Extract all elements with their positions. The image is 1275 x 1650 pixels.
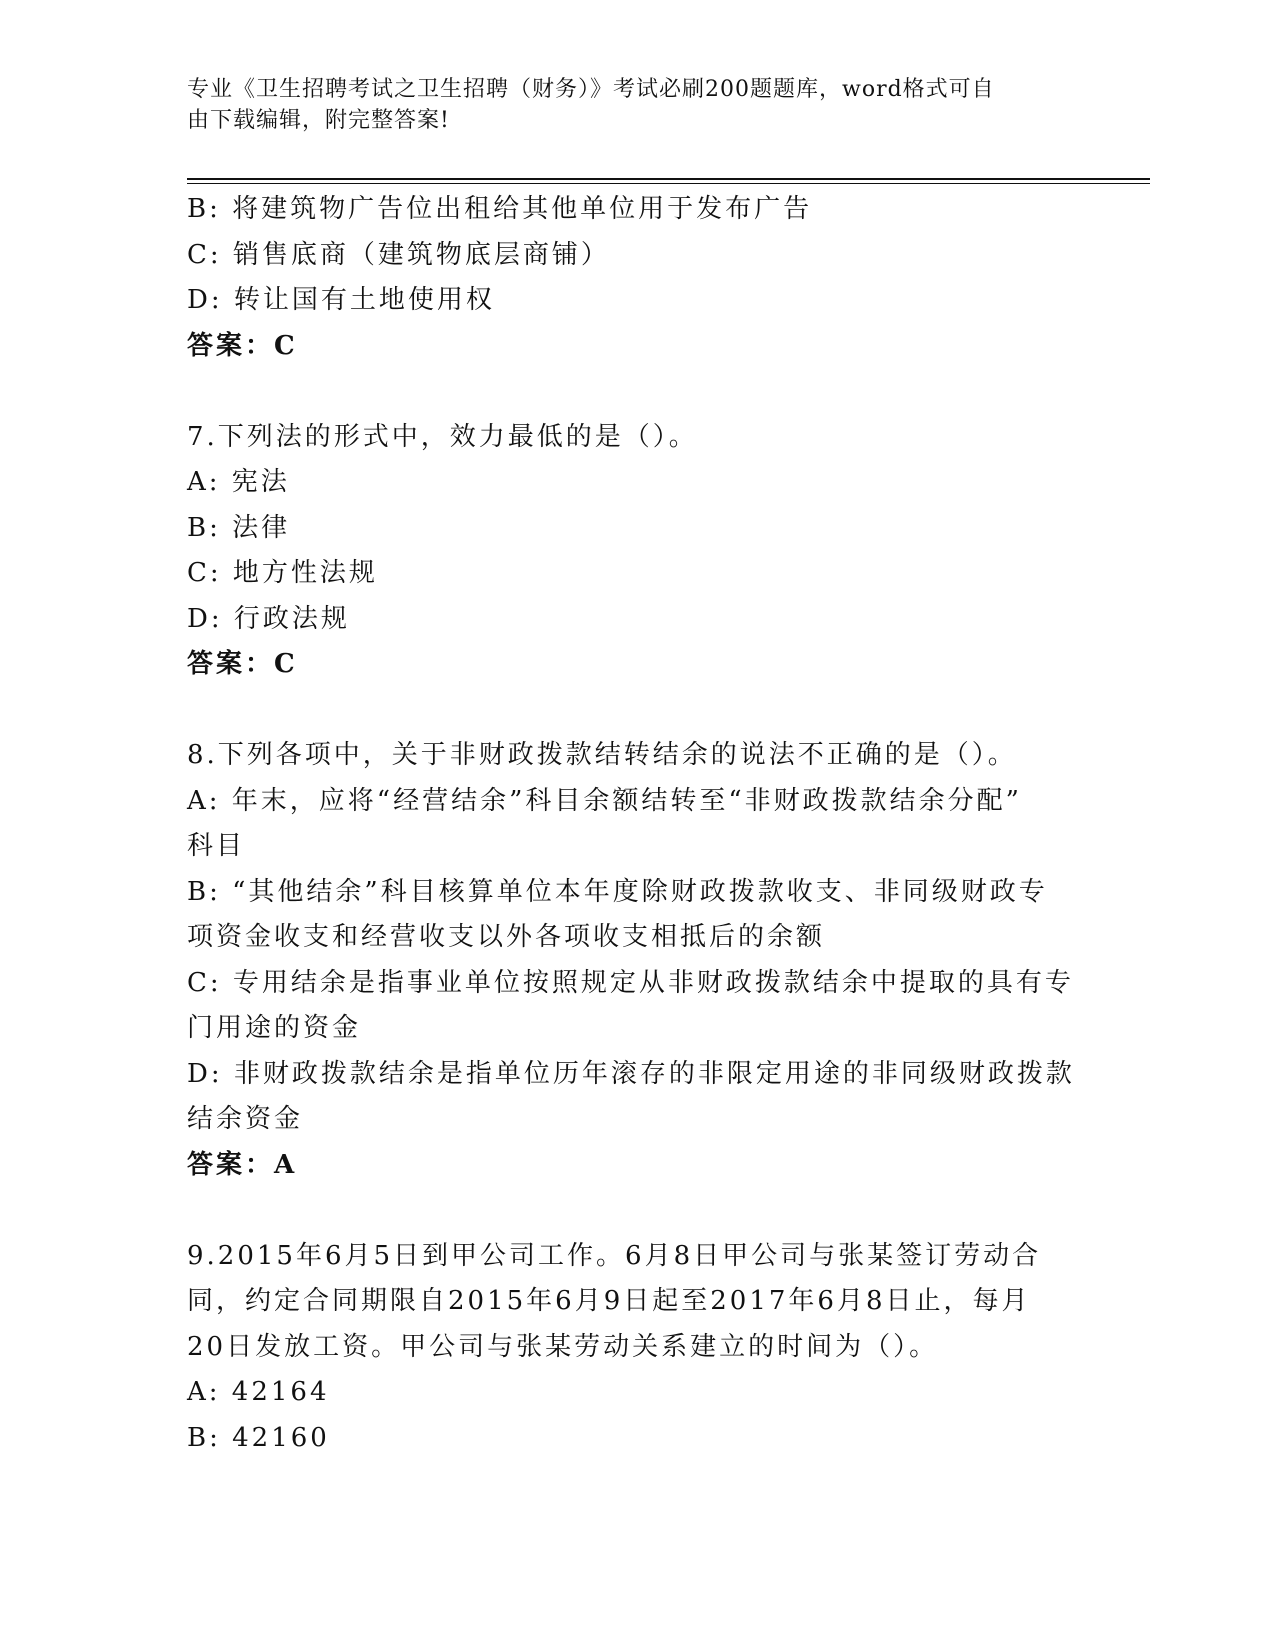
q6-answer: 答案：C — [187, 330, 298, 361]
q6-option-c: C: 销售底商（建筑物底层商铺） — [187, 239, 610, 270]
header-divider-thick — [187, 178, 1150, 180]
q9-question-line-1: 9.2015年6月5日到甲公司工作。6月8日甲公司与张某签订劳动合 — [187, 1240, 1042, 1271]
spacer — [187, 1188, 1067, 1234]
q7-option-b: B: 法律 — [187, 512, 291, 543]
question-content — [187, 187, 1075, 1461]
q9-option-a: A: 42164 — [187, 1377, 330, 1407]
q7-answer: 答案：C — [187, 649, 298, 679]
q8-question: 8.下列各项中，关于非财政拨款结转结余的说法不正确的是（）。 — [187, 740, 1017, 770]
q8-option-a-line-2: 科目 — [187, 831, 246, 861]
spacer — [187, 369, 1067, 415]
page-header — [187, 74, 1067, 136]
q6-option-b: B: 将建筑物广告位出租给其他单位用于发布广告 — [187, 194, 813, 224]
q7-option-d: D: 行政法规 — [187, 603, 350, 634]
q8-option-b-line-2: 项资金收支和经营收支以外各项收支相抵后的余额 — [187, 922, 826, 952]
q8-option-b-line-1: B: “其他结余”科目核算单位本年度除财政拨款收支、非同级财政专 — [187, 876, 1048, 907]
q8-option-c-line-2: 门用途的资金 — [187, 1013, 362, 1043]
q9-option-b: B: 42160 — [187, 1422, 330, 1453]
question-6-continued — [187, 187, 1067, 369]
q8-option-d-line-1: D: 非财政拨款结余是指单位历年滚存的非限定用途的非同级财政拨款 — [187, 1058, 1075, 1089]
question-9 — [187, 1234, 1067, 1462]
q9-question-line-2: 同，约定合同期限自2015年6月9日起至2017年6月8日止，每月 — [187, 1286, 1031, 1316]
q6-option-d: D: 转让国有土地使用权 — [187, 285, 495, 315]
q8-option-d-line-2: 结余资金 — [187, 1104, 304, 1134]
question-8 — [187, 733, 1075, 1188]
header-line-1: 专业《卫生招聘考试之卫生招聘（财务）》考试必刷200题题库，word格式可自 — [187, 77, 995, 102]
spacer — [187, 688, 1067, 734]
q9-question-line-3: 20日发放工资。甲公司与张某劳动关系建立的时间为（）。 — [187, 1331, 939, 1362]
header-divider-thin — [187, 183, 1150, 184]
q7-question: 7.下列法的形式中，效力最低的是（）。 — [187, 421, 698, 452]
header-line-2: 由下载编辑，附完整答案! — [187, 108, 450, 133]
q8-option-c-line-1: C: 专用结余是指事业单位按照规定从非财政拨款结余中提取的具有专 — [187, 967, 1074, 998]
question-7 — [187, 415, 1067, 688]
q7-option-a: A: 宪法 — [187, 467, 290, 497]
q8-option-a-line-1: A: 年末，应将“经营结余”科目余额结转至“非财政拨款结余分配” — [187, 785, 1022, 816]
q8-answer: 答案：A — [187, 1149, 298, 1180]
q7-option-c: C: 地方性法规 — [187, 558, 378, 588]
